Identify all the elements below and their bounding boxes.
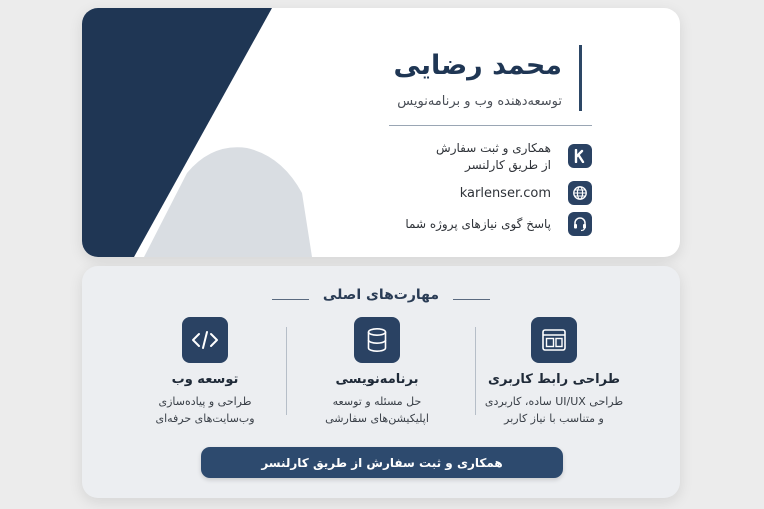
skill-programming-name: برنامه‌نویسی bbox=[335, 372, 419, 387]
skill-web-desc-line-1: طراحی و پیاده‌سازی bbox=[158, 395, 252, 408]
skill-divider-right bbox=[475, 327, 476, 415]
globe-icon bbox=[568, 181, 592, 205]
database-icon bbox=[354, 317, 400, 363]
website-link[interactable]: karlenser.com bbox=[459, 186, 551, 201]
title-line-right bbox=[453, 299, 490, 300]
person-name: محمد رضایی bbox=[393, 50, 562, 81]
contact-order-text bbox=[436, 140, 551, 174]
business-card-back bbox=[82, 266, 680, 498]
skill-ui-desc bbox=[469, 393, 639, 427]
skill-programming-desc-line-1: حل مسئله و توسعه bbox=[332, 395, 422, 408]
skill-web-desc bbox=[120, 393, 290, 427]
business-card-front bbox=[82, 8, 680, 257]
k-logo-icon bbox=[568, 144, 592, 168]
divider-line bbox=[389, 125, 592, 126]
headset-icon bbox=[568, 212, 592, 236]
contact-order-line-2: از طریق کارلنسر bbox=[464, 158, 551, 172]
name-accent-bar bbox=[579, 45, 582, 111]
code-icon bbox=[182, 317, 228, 363]
skill-web-name: توسعه وب bbox=[171, 372, 239, 387]
skill-ui-desc-line-1: طراحی UI/UX ساده، کاربردی bbox=[484, 395, 624, 408]
job-title: توسعه‌دهنده وب و برنامه‌نویس bbox=[397, 94, 562, 109]
contact-order-line-1: همکاری و ثبت سفارش bbox=[436, 141, 551, 155]
contact-support-text: پاسخ گوی نیازهای پروژه شما bbox=[405, 217, 551, 231]
skills-title: مهارت‌های اصلی bbox=[322, 287, 440, 303]
skill-ui-desc-line-2: و متناسب با نیاز کاربر bbox=[504, 412, 604, 425]
skill-programming-desc-line-2: اپلیکیشن‌های سفارشی bbox=[325, 412, 429, 425]
skill-web-desc-line-2: وب‌سایت‌های حرفه‌ای bbox=[155, 412, 255, 425]
order-cta-button[interactable]: همکاری و ثبت سفارش از طریق کارلنسر bbox=[201, 447, 563, 478]
layout-icon bbox=[531, 317, 577, 363]
skill-ui-name: طراحی رابط کاربری bbox=[488, 372, 620, 387]
skill-programming-desc bbox=[292, 393, 462, 427]
